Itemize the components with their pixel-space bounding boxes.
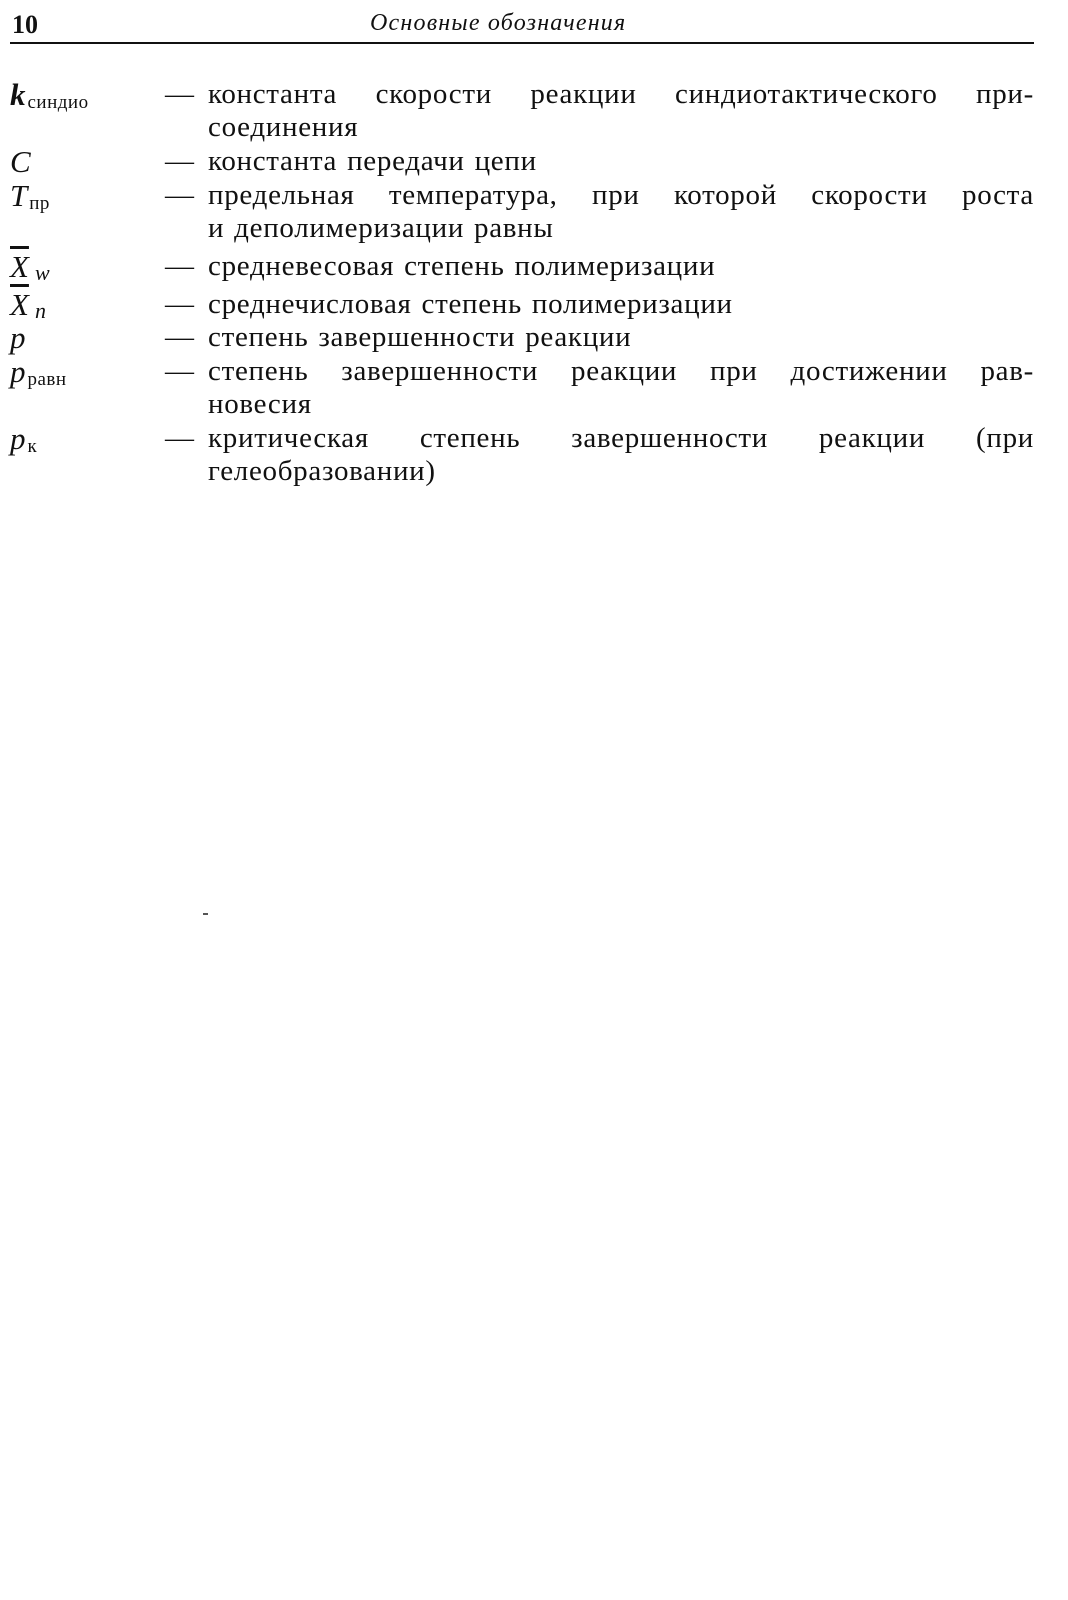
notation-definition: среднечисловая степень полимеризации — [208, 288, 733, 320]
notation-definition: степень завершенности реакции — [208, 321, 632, 353]
notation-entry-xw — [0, 250, 1068, 283]
notation-definition: критическая степень завершенности реакции (при гелеобразовании) — [208, 422, 1034, 487]
scan-speck — [203, 913, 208, 915]
notation-symbol: p — [10, 320, 26, 355]
notation-dash: — — [165, 422, 194, 454]
notation-symbol: pравн — [10, 354, 67, 390]
notation-dash: — — [165, 145, 194, 177]
notation-symbol: Tпр — [10, 178, 50, 214]
notation-symbol: $\overline{X}$ n — [10, 287, 47, 323]
notation-entry-p — [0, 321, 1068, 354]
notation-symbol: C — [10, 144, 31, 179]
page-header — [10, 4, 1034, 44]
notation-definition: предельная температура, при которой скорости роста и деполимеризации равны — [208, 179, 1034, 244]
notation-symbol: $\overline{X}$ w — [10, 249, 51, 285]
notation-dash: — — [165, 179, 194, 211]
notation-definition: константа передачи цепи — [208, 145, 537, 177]
notation-entry-c — [0, 145, 1068, 178]
notation-definition: средневесовая степень полимеризации — [208, 250, 716, 282]
notation-dash: — — [165, 321, 194, 353]
notation-entry-k-syndio — [0, 78, 1068, 144]
notation-entry-p-equilibrium — [0, 355, 1068, 421]
notation-symbol: kсиндио — [10, 77, 89, 113]
notation-definition: степень завершенности реакции при достижении рав- новесия — [208, 355, 1034, 420]
notation-list — [0, 78, 1068, 488]
notation-entry-xn — [0, 288, 1068, 321]
notation-definition: константа скорости реакции синдиотактического при- соединения — [208, 78, 1034, 143]
notation-dash: — — [165, 250, 194, 282]
notation-symbol: pк — [10, 421, 38, 457]
notation-dash: — — [165, 288, 194, 320]
notation-dash: — — [165, 355, 194, 387]
page-number: 10 — [12, 10, 38, 39]
notation-entry-t-limit — [0, 179, 1068, 245]
notation-entry-p-critical — [0, 422, 1068, 488]
running-title: Основные обозначения — [370, 10, 627, 36]
notation-dash: — — [165, 78, 194, 110]
